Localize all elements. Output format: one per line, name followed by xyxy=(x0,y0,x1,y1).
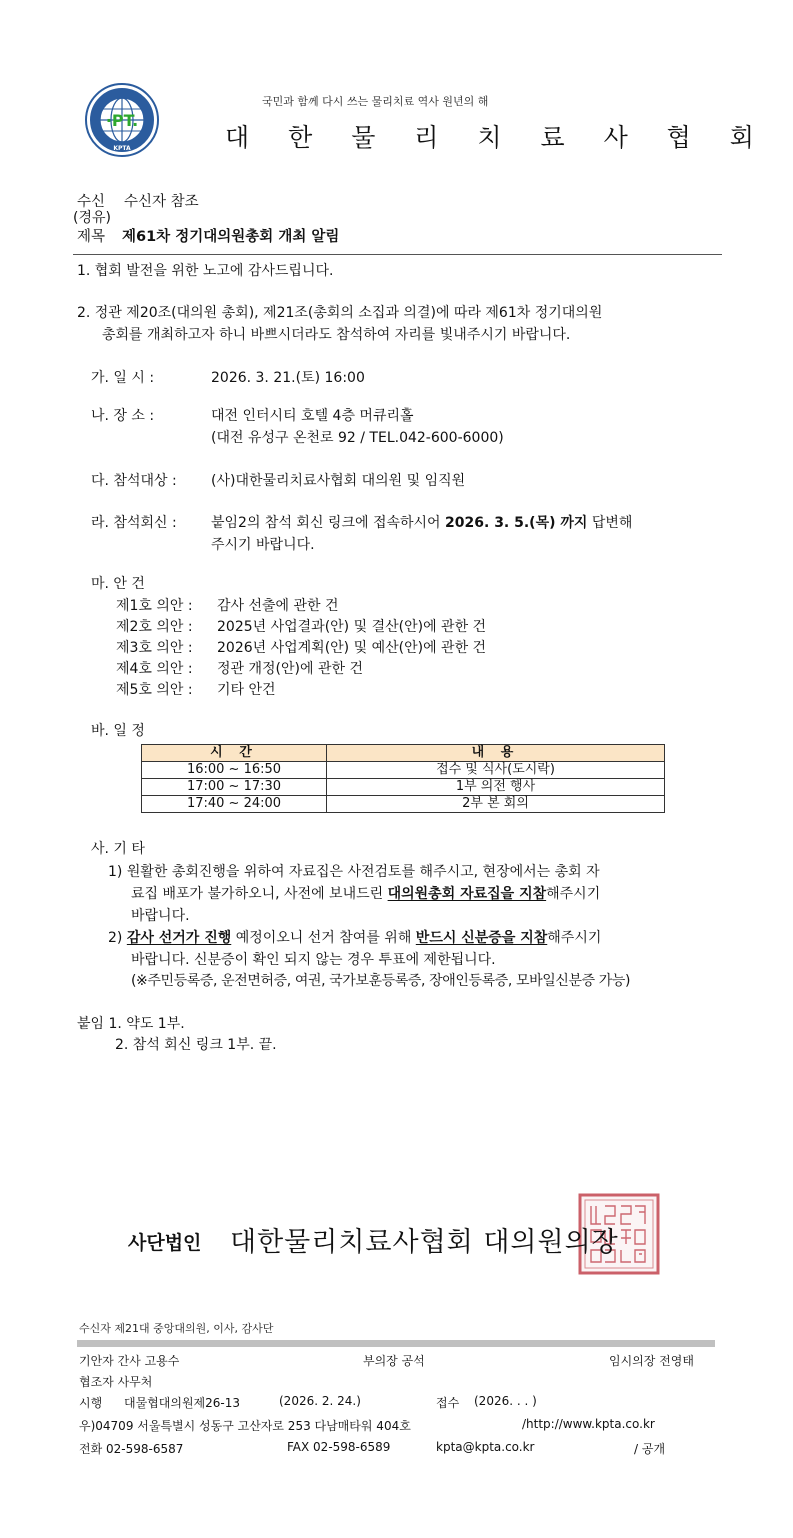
schedule-time: 17:00 ~ 17:30 xyxy=(142,779,327,796)
item-da-label: 다. 참석대상 : xyxy=(91,473,177,489)
schedule-content: 1부 의전 행사 xyxy=(327,779,665,796)
footer-phone: 전화 02-598-6587 xyxy=(79,1442,184,1456)
etc-2-prefix: 2) xyxy=(108,930,127,946)
table-row xyxy=(142,796,665,813)
item-na-value-1: 대전 인터시티 호텔 4층 머큐리홀 xyxy=(211,408,414,424)
ra-deadline: 2026. 3. 5.(목) 까지 xyxy=(445,515,588,531)
via-label: (경유) xyxy=(73,210,111,226)
schedule-header-row xyxy=(142,745,665,762)
recipient-label: 수신 xyxy=(77,194,106,210)
item-ga-label: 가. 일 시 : xyxy=(91,370,155,386)
etc-1-emphasis: 대의원총회 자료집을 지참 xyxy=(387,886,547,902)
item-ma-label: 마. 안 건 xyxy=(91,576,145,592)
item-na-value-2: (대전 유성구 온천로 92 / TEL.042-600-6000) xyxy=(211,430,504,446)
agenda-text-2: 2025년 사업결과(안) 및 결산(안)에 관한 건 xyxy=(217,619,487,635)
schedule-content: 2부 본 회의 xyxy=(327,796,665,813)
footer-enforce-date: (2026. 2. 24.) xyxy=(279,1394,361,1408)
svg-text:KPTA: KPTA xyxy=(113,145,131,152)
etc-2-line-1 xyxy=(108,927,601,947)
footer-website-link[interactable]: /http://www.kpta.co.kr xyxy=(522,1417,655,1431)
schedule-header-content: 내 용 xyxy=(327,745,665,762)
agenda-no-4: 제4호 의안 : xyxy=(116,661,193,677)
footer-receipt-label: 접수 xyxy=(436,1396,460,1410)
footer-approver: 임시의장 전영태 xyxy=(609,1354,694,1368)
attachment-2: 2. 참석 회신 링크 1부. 끝. xyxy=(115,1037,277,1053)
etc-2-emphasis-1: 감사 선거가 진행 xyxy=(126,930,232,946)
footer-reviewer: 부의장 공석 xyxy=(363,1354,425,1368)
etc-1-line-2 xyxy=(131,883,600,903)
etc-2-emphasis-2: 반드시 신분증을 지참 xyxy=(415,930,548,946)
item-ra-value xyxy=(211,512,632,532)
agenda-text-4: 정관 개정(안)에 관한 건 xyxy=(217,661,363,677)
agenda-text-5: 기타 안건 xyxy=(217,682,276,698)
paragraph-2-line-2: 총회를 개최하고자 하니 바쁘시더라도 참석하여 자리를 빛내주시기 바랍니다. xyxy=(102,327,571,343)
etc-2-post: 해주시기 xyxy=(547,930,602,946)
svg-text:·PT.: ·PT. xyxy=(105,111,139,130)
item-ra-label: 라. 참석회신 : xyxy=(91,515,177,531)
item-na-label: 나. 장 소 : xyxy=(91,408,155,424)
ra-text-post: 답변해 xyxy=(587,515,633,531)
slogan: 국민과 함께 다시 쓰는 물리치료 역사 원년의 해 xyxy=(262,95,489,108)
etc-1-line-1: 1) 원활한 총회진행을 위하여 자료집은 사전검토를 해주시고, 현장에서는 총회 자 xyxy=(108,864,600,880)
paragraph-1: 1. 협회 발전을 위한 노고에 감사드립니다. xyxy=(77,263,334,279)
footer-fax: FAX 02-598-6589 xyxy=(287,1440,391,1454)
footer-cooperator: 협조자 사무처 xyxy=(79,1375,153,1389)
footer-address: 우)04709 서울특별시 성동구 고산자로 253 다남매타워 404호 xyxy=(79,1419,411,1433)
agenda-text-3: 2026년 사업계획(안) 및 예산(안)에 관한 건 xyxy=(217,640,487,656)
footer-divider xyxy=(77,1340,715,1347)
paragraph-2-line-1: 2. 정관 제20조(대의원 총회), 제21조(총회의 소집과 의결)에 따라 제61차 정기대의원 xyxy=(77,305,603,321)
etc-2-line-3: (※주민등록증, 운전면허증, 여권, 국가보훈등록증, 장애인등록증, 모바일신분증 가능) xyxy=(131,973,631,989)
footer-enforce-number: 대물협대의원제26-13 xyxy=(124,1396,241,1410)
kpta-logo xyxy=(84,82,160,158)
footer-enforce-label: 시행 xyxy=(79,1396,103,1410)
recipient-value: 수신자 참조 xyxy=(124,194,199,210)
agenda-no-1: 제1호 의안 : xyxy=(116,598,193,614)
footer-email-link[interactable]: kpta@kpta.co.kr xyxy=(436,1440,535,1454)
etc-1-pre: 료집 배포가 불가하오니, 사전에 보내드린 xyxy=(131,886,388,902)
table-row xyxy=(142,779,665,796)
header-divider xyxy=(73,254,722,255)
agenda-text-1: 감사 선출에 관한 건 xyxy=(217,598,339,614)
item-da-value: (사)대한물리치료사협회 대의원 및 임직원 xyxy=(211,473,466,489)
agenda-no-5: 제5호 의안 : xyxy=(116,682,193,698)
ra-text-pre: 붙임2의 참석 회신 링크에 접속하시어 xyxy=(211,515,446,531)
etc-2-line-2: 바랍니다. 신분증이 확인 되지 않는 경우 투표에 제한됩니다. xyxy=(131,952,496,968)
footer-recipients: 수신자 제21대 중앙대의원, 이사, 감사단 xyxy=(79,1322,274,1335)
item-sa-label: 사. 기 타 xyxy=(91,841,145,857)
schedule-content: 접수 및 식사(도시락) xyxy=(327,762,665,779)
etc-1-line-3: 바랍니다. xyxy=(131,908,190,924)
schedule-time: 16:00 ~ 16:50 xyxy=(142,762,327,779)
signature-name: 대한물리치료사협회 대의원의장 xyxy=(230,1227,619,1258)
schedule-header-time: 시 간 xyxy=(142,745,327,762)
etc-2-mid: 예정이오니 선거 참여를 위해 xyxy=(231,930,416,946)
item-ga-value: 2026. 3. 21.(토) 16:00 xyxy=(211,370,365,386)
schedule-table xyxy=(141,744,665,813)
footer-receipt-date: (2026. . . ) xyxy=(474,1394,537,1408)
footer-disclosure: / 공개 xyxy=(634,1442,666,1456)
organization-title: 대 한 물 리 치 료 사 협 회 xyxy=(225,123,770,152)
subject-value: 제61차 정기대의원총회 개최 알림 xyxy=(122,229,340,245)
etc-1-post: 해주시기 xyxy=(546,886,601,902)
table-row xyxy=(142,762,665,779)
item-ba-label: 바. 일 정 xyxy=(91,723,145,739)
item-ra-value-2: 주시기 바랍니다. xyxy=(211,537,315,553)
subject-label: 제목 xyxy=(77,229,106,245)
attachment-1: 붙임 1. 약도 1부. xyxy=(77,1016,185,1032)
signature-prefix: 사단법인 xyxy=(128,1232,202,1254)
agenda-no-2: 제2호 의안 : xyxy=(116,619,193,635)
agenda-no-3: 제3호 의안 : xyxy=(116,640,193,656)
footer-drafter: 기안자 간사 고용수 xyxy=(79,1354,180,1368)
schedule-time: 17:40 ~ 24:00 xyxy=(142,796,327,813)
